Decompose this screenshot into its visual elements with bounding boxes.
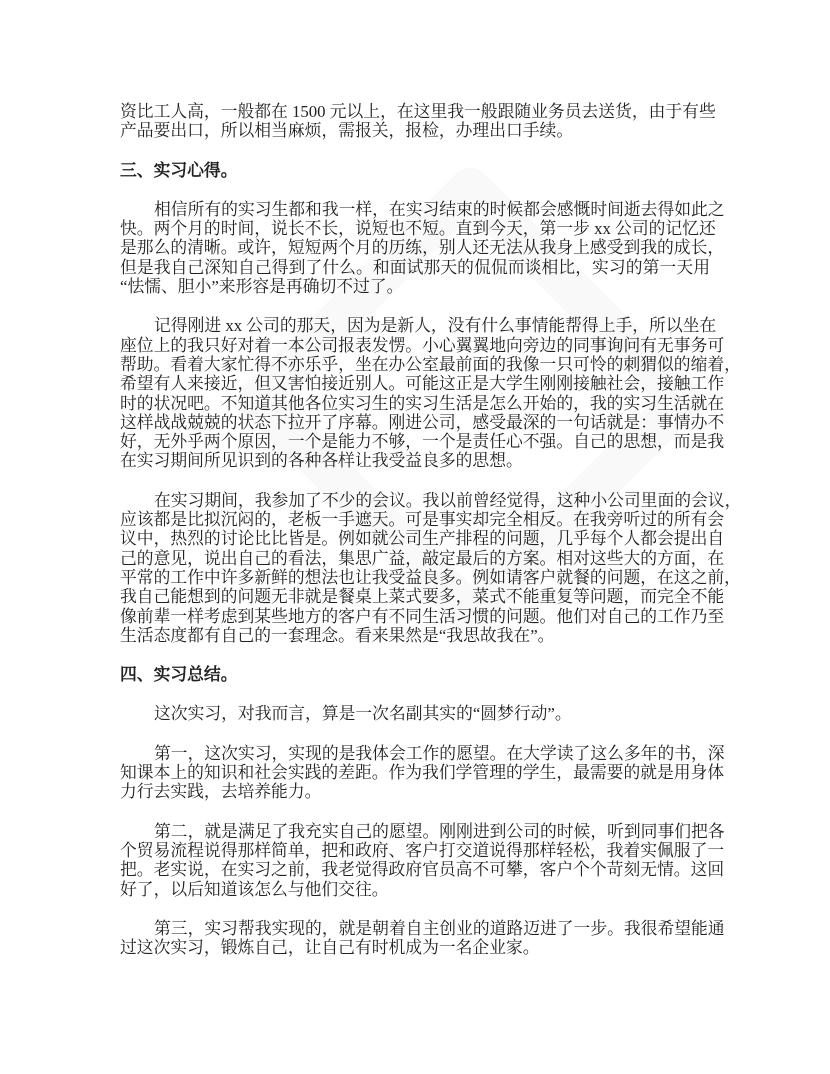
- text-line: 这样战战兢兢的状态下拉开了序幕。刚进公司，感受最深的一句话就是：事情办不: [120, 412, 725, 432]
- section-heading: 四、实习总结。: [120, 665, 238, 685]
- text-line: 第一，这次实习，实现的是我体会工作的愿望。在大学读了这么多年的书，深: [154, 743, 725, 763]
- text-line: 希望有人来接近，但又害怕接近别人。可能这正是大学生刚刚接触社会，接触工作: [120, 374, 725, 394]
- document-page: [120, 102, 742, 977]
- text-line: 像前辈一样考虑到某些地方的客户有不同生活习惯的问题。他们对自己的工作乃至: [120, 606, 725, 626]
- text-line: 但是我自己深知自己得到了什么。和面试那天的侃侃而谈相比，实习的第一天用: [120, 257, 710, 277]
- text-line: 资比工人高，一般都在 1500 元以上，在这里我一般跟随业务员去送货，由于有些: [120, 102, 716, 121]
- text-line: 我自己能想到的问题无非就是餐桌上菜式要多，菜式不能重复等问题，而完全不能: [120, 587, 725, 607]
- paragraph: [120, 490, 742, 645]
- text-line: 生活态度都有自己的一套理念。看来果然是“我思故我在”。: [120, 625, 555, 645]
- text-line: 过这次实习，锻炼自己，让自己有时机成为一名企业家。: [120, 938, 540, 958]
- text-line: 在实习期间所见识到的各种各样让我受益良多的思想。: [120, 451, 523, 471]
- text-line: 好了，以后知道该怎么与他们交往。: [120, 879, 389, 899]
- text-line: 平常的工作中许多新鲜的想法也让我受益良多。例如请客户就餐的问题，在这之前，: [120, 567, 741, 587]
- paragraph: [120, 316, 741, 471]
- text-line: 个贸易流程说得那样简单，把和政府、客户打交道说得那样轻松，我着实佩服了一: [120, 840, 725, 860]
- text-line: 这次实习，对我而言，算是一次名副其实的“圆梦行动”。: [154, 704, 572, 724]
- paragraph: [120, 704, 710, 723]
- text-line: “怯懦、胆小”来形容是再确切不过了。: [120, 277, 404, 297]
- paragraph: [120, 102, 716, 141]
- text-line: 记得刚进 xx 公司的那天，因为是新人，没有什么事情能帮得上手，所以坐在: [154, 316, 717, 336]
- text-line: 知课本上的知识和社会实践的差距。作为我们学管理的学生，最需要的就是用身体: [120, 763, 725, 783]
- text-line: 把。老实说，在实习之前，我老觉得政府官员高不可攀，客户个个苛刻无情。这回: [120, 860, 725, 880]
- paragraph: [120, 199, 725, 297]
- text-line: 议中，热烈的讨论比比皆是。例如就公司生产排程的问题，几乎每个人都会提出自: [120, 529, 725, 549]
- paragraph: [120, 821, 725, 899]
- text-line: 己的意见，说出自己的看法，集思广益，敲定最后的方案。相对这些大的方面，在: [120, 548, 725, 568]
- text-line: 力行去实践，去培养能力。: [120, 782, 322, 802]
- text-line: 第三，实习帮我实现的，就是朝着自主创业的道路迈进了一步。我很希望能通: [154, 918, 725, 938]
- text-line: 在实习期间，我参加了不少的会议。我以前曾经觉得，这种小公司里面的会议，: [154, 490, 742, 510]
- text-line: 产品要出口，所以相当麻烦，需报关，报检，办理出口手续。: [120, 121, 574, 141]
- text-line: 快。两个月的时间，说长不长，说短也不短。直到今天，第一步 xx 公司的记忆还: [120, 219, 716, 239]
- paragraph: [120, 918, 725, 958]
- section-heading: 三、实习心得。: [120, 160, 238, 180]
- text-line: 座位上的我只好对着一本公司报表发愣。小心翼翼地向旁边的同事询问有无事务可: [120, 335, 725, 355]
- paragraph: [120, 743, 725, 802]
- text-line: 应该都是比拟沉闷的，老板一手遮天。可是事实却完全相反。在我旁听过的所有会: [120, 510, 725, 530]
- text-line: 帮助。看着大家忙得不亦乐乎，坐在办公室最前面的我像一只可怜的刺猬似的缩着，: [120, 354, 741, 374]
- text-line: 相信所有的实习生都和我一样，在实习结束的时候都会感慨时间逝去得如此之: [154, 199, 725, 219]
- text-line: 是那么的清晰。或许，短短两个月的历练，别人还无法从我身上感受到我的成长，: [120, 238, 725, 258]
- text-line: 第二，就是满足了我充实自己的愿望。刚刚进到公司的时候，听到同事们把各: [154, 821, 725, 841]
- text-line: 时的状况吧。不知道其他各位实习生的实习生活是怎么开始的，我的实习生活就在: [120, 393, 725, 413]
- text-line: 好，无外乎两个原因，一个是能力不够，一个是责任心不强。自己的思想，而是我: [120, 432, 725, 452]
